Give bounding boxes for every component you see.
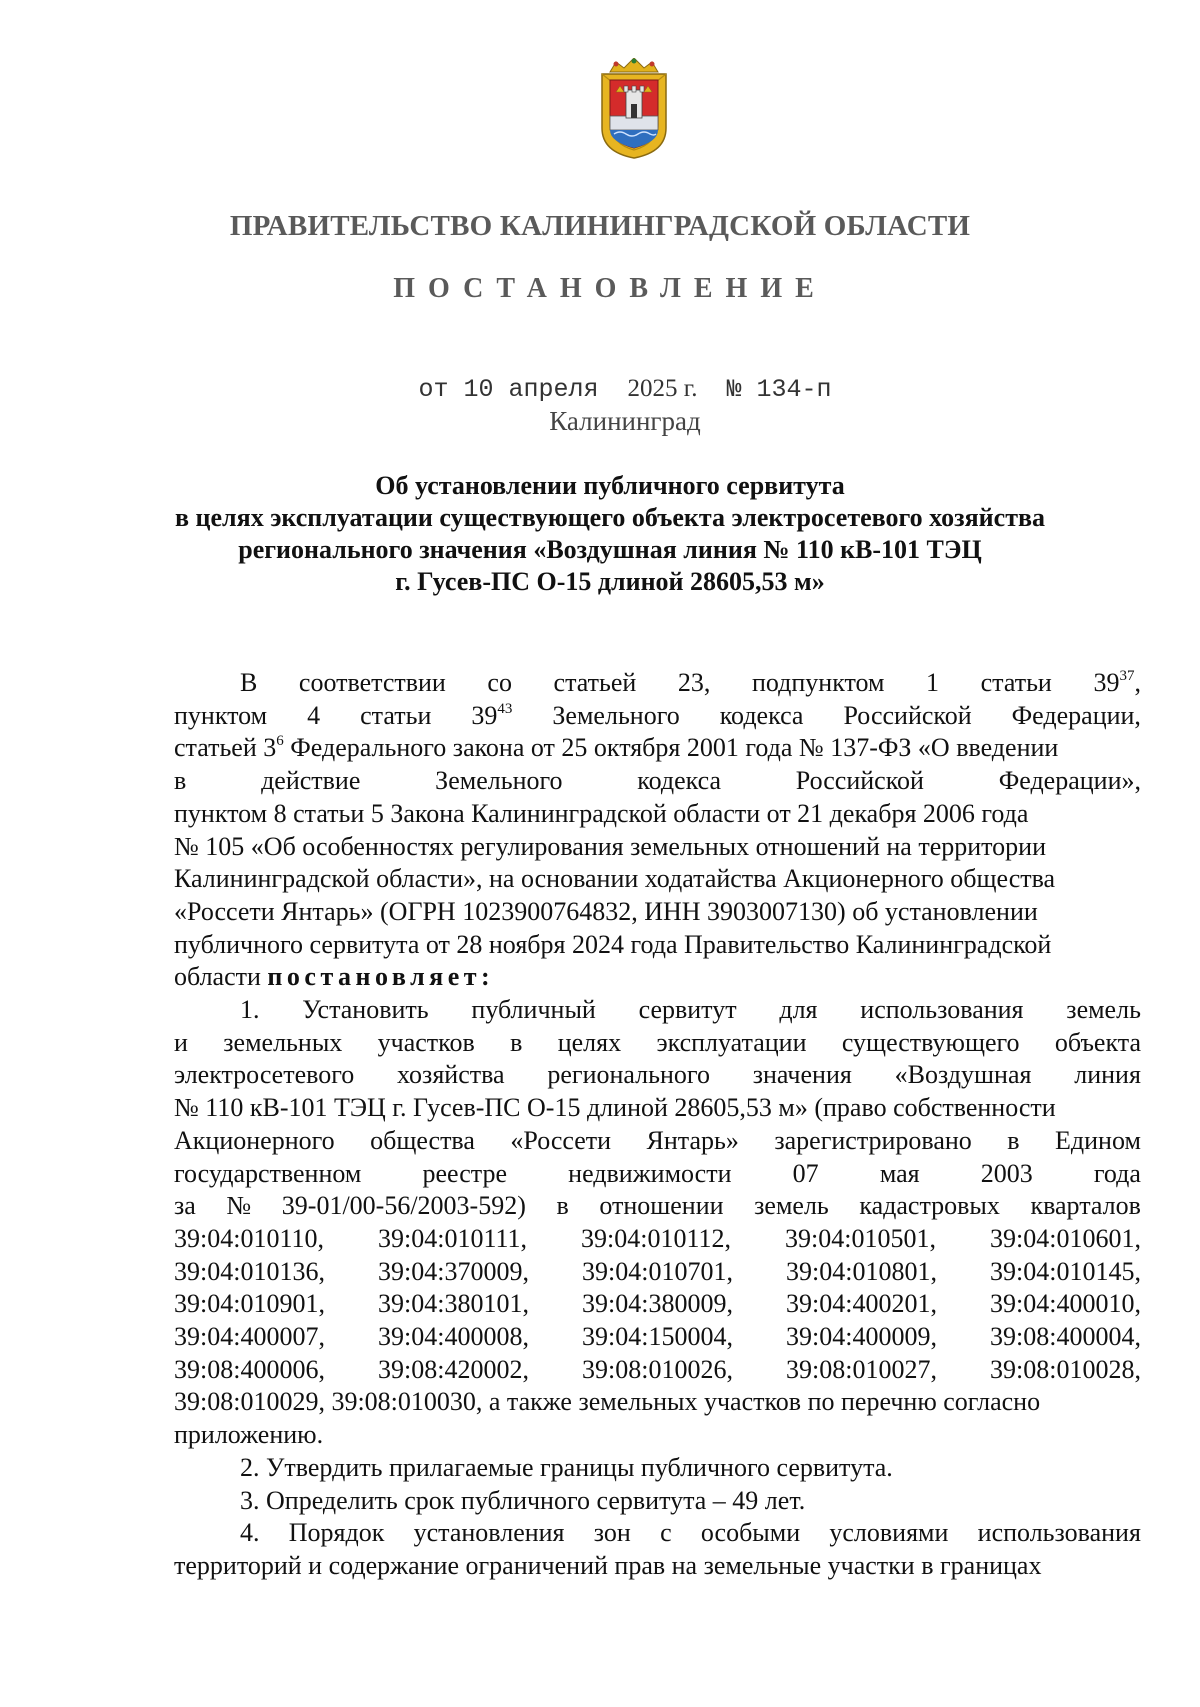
title-line-4: г. Гусев-ПС О-15 длиной 28605,53 м» [395, 567, 825, 596]
cadastral-quarter: 39:04:400009, [786, 1322, 937, 1352]
text-fragment: условиями [829, 1518, 949, 1548]
preamble-line-6: № 105 «Об особенностях регулирования земельных отношений на территории [174, 831, 1047, 861]
cadastral-quarters-row [174, 1321, 1141, 1354]
document-title [150, 470, 1070, 598]
text-fragment: кодекса [719, 700, 804, 730]
text-fragment: В [240, 668, 258, 697]
text-fragment: пунктом [174, 700, 268, 730]
text-fragment: 1 [926, 668, 940, 697]
text-fragment: 39 [471, 700, 498, 730]
text-fragment: статьи [980, 668, 1052, 697]
title-line-1: Об установлении публичного сервитута [375, 471, 845, 500]
item2: 2. Утвердить прилагаемые границы публичного сервитута. [240, 1452, 893, 1482]
text-fragment: общества [370, 1125, 475, 1155]
text-fragment: № [226, 1191, 252, 1221]
cadastral-quarter: 39:08:010027, [786, 1354, 937, 1384]
text-fragment: регионального [547, 1060, 710, 1090]
text-fragment: статьи [360, 700, 432, 730]
cadastral-quarter: 39:04:010112, [581, 1223, 732, 1253]
coat-of-arms-emblem [596, 58, 672, 160]
cadastral-quarter: 39:04:400010, [990, 1289, 1141, 1319]
text-fragment: кварталов [1030, 1191, 1141, 1221]
cadastral-quarter: 39:08:010026, [582, 1354, 733, 1384]
text-fragment: Порядок [288, 1518, 385, 1548]
date-year: 2025 г. [627, 375, 698, 402]
text-fragment: реестре [422, 1158, 508, 1188]
text-fragment: в [174, 766, 187, 796]
cadastral-quarter: 39:04:380009, [582, 1289, 733, 1319]
text-fragment: Установить [302, 995, 429, 1025]
text-fragment: мая [879, 1158, 920, 1188]
cadastral-quarters-row [174, 1256, 1141, 1289]
text-fragment: публичный [471, 995, 596, 1025]
cadastral-quarters-row [174, 1223, 1141, 1256]
text-fragment: существующего [841, 1027, 1020, 1057]
preamble-line-10 [174, 961, 1141, 994]
item1-line-4: № 110 кВ-101 ТЭЦ г. Гусев-ПС О-15 длиной 28605,53 м» (право собственности [174, 1093, 1056, 1123]
superscript: 6 [276, 733, 284, 750]
cadastral-quarter: 39:04:010801, [786, 1256, 937, 1286]
text-fragment: 1. [240, 995, 260, 1025]
text-fragment: государственном [174, 1158, 362, 1188]
text-fragment: 2003 [980, 1158, 1033, 1188]
text-fragment: использования [860, 995, 1024, 1025]
text-fragment: земельных [223, 1027, 343, 1057]
cadastral-quarter: 39:08:400004, [990, 1322, 1141, 1352]
text-fragment: года [1093, 1158, 1141, 1188]
text-fragment: Российской [843, 700, 972, 730]
preamble-line-1 [174, 667, 1141, 700]
text-fragment: подпунктом [751, 668, 885, 697]
cadastral-quarter: 39:04:010701, [582, 1256, 733, 1286]
preamble-line-4 [174, 765, 1141, 798]
text-fragment: линия [1074, 1060, 1141, 1090]
item1-line-13: 39:08:010029, 39:08:010030, а также земельных участков по перечню согласно [174, 1387, 1041, 1417]
item1-line-6 [174, 1158, 1141, 1191]
cadastral-quarter: 39:04:400007, [174, 1322, 325, 1352]
text-fragment: Акционерного [174, 1125, 335, 1155]
text-fragment: за [174, 1191, 196, 1221]
text-fragment [1093, 667, 1141, 700]
text-fragment: сервитут [638, 995, 737, 1025]
text-fragment: 4. [240, 1518, 260, 1548]
text-fragment: «Воздушная [894, 1060, 1032, 1090]
text-fragment: Федерации, [1011, 700, 1141, 730]
cadastral-quarters-row [174, 1288, 1141, 1321]
text-fragment: целях [557, 1027, 622, 1057]
text-fragment: использования [977, 1518, 1141, 1548]
date-prefix: от [418, 375, 449, 404]
cadastral-quarter: 39:04:010110, [174, 1223, 324, 1253]
cadastral-quarter: 39:04:010601, [990, 1223, 1141, 1253]
text-fragment: в [510, 1027, 523, 1057]
item4-line-2: территорий и содержание ограничений прав на земельные участки в границах [174, 1550, 1042, 1580]
text-fragment [471, 700, 512, 733]
cadastral-quarter: 39:04:380101, [378, 1289, 529, 1319]
text-fragment: Земельного [435, 766, 563, 796]
cadastral-quarter: 39:04:010136, [174, 1256, 325, 1286]
cadastral-quarter: 39:04:010501, [785, 1223, 936, 1253]
text-fragment: кадастровых [859, 1191, 1000, 1221]
superscript: 37 [1119, 668, 1135, 684]
text-fragment: Земельного [552, 700, 680, 730]
text-fragment: участков [377, 1027, 475, 1057]
cadastral-quarter: 39:08:400006, [174, 1354, 325, 1384]
preamble-line-9: публичного сервитута от 28 ноября 2024 года Правительство Калининградской [174, 929, 1052, 959]
item3: 3. Определить срок публичного сервитута – 49 лет. [240, 1485, 806, 1515]
title-line-2: в целях эксплуатации существующего объекта электросетевого хозяйства [174, 503, 1046, 532]
title-line-3: регионального значения «Воздушная линия № 110 кВ-101 ТЭЦ [238, 535, 982, 564]
document-body [174, 667, 1141, 1583]
text-fragment: электросетевого [174, 1060, 355, 1090]
cadastral-quarter: 39:04:400201, [786, 1289, 937, 1319]
text-fragment: действие [261, 766, 361, 796]
text-fragment: с [660, 1518, 672, 1548]
item1-line-1 [174, 994, 1141, 1027]
cadastral-quarter: 39:04:150004, [582, 1322, 733, 1352]
preamble-line-7: Калининградской области», на основании ходатайства Акционерного общества [174, 864, 1056, 894]
cadastral-quarter: 39:04:010901, [174, 1289, 325, 1319]
text-fragment: земель [754, 1191, 829, 1221]
preamble-line-2 [174, 700, 1141, 733]
resolves-keyword: постановляет: [267, 962, 495, 992]
preamble-line-3 [174, 732, 1141, 765]
text-fragment: Янтарь» [646, 1125, 739, 1155]
document-type: ПОСТАНОВЛЕНИЕ [393, 273, 827, 304]
item1-line-14: приложению. [174, 1420, 324, 1450]
text-fragment: Федерального закона от 25 октября 2001 года № 137-ФЗ «О введении [283, 733, 1059, 763]
text-fragment: соответствии [298, 668, 446, 697]
text-fragment: , [1134, 668, 1141, 697]
text-fragment: хозяйства [397, 1060, 505, 1090]
text-fragment: значения [752, 1060, 852, 1090]
text-fragment: зон [593, 1518, 631, 1548]
text-fragment: со [487, 668, 512, 697]
text-fragment: 23, [677, 668, 711, 697]
text-fragment: Едином [1055, 1125, 1141, 1155]
text-fragment: зарегистрировано [774, 1125, 972, 1155]
date-day-month: 10 апреля [463, 375, 599, 404]
document-number: № 134-п [726, 375, 832, 404]
cadastral-quarter: 39:08:010028, [990, 1354, 1141, 1384]
text-fragment: статьей [553, 668, 637, 697]
text-fragment: в [556, 1191, 569, 1221]
text-fragment: 39 [1093, 668, 1120, 697]
item1-line-7 [174, 1190, 1141, 1223]
item4-line-1 [174, 1517, 1141, 1550]
text-fragment: особыми [700, 1518, 801, 1548]
item1-line-3 [174, 1059, 1141, 1092]
item1-line-2 [174, 1027, 1141, 1060]
cadastral-quarter: 39:08:420002, [378, 1354, 529, 1384]
text-fragment: Федерации», [998, 766, 1141, 796]
item1-line-5 [174, 1125, 1141, 1158]
text-fragment: эксплуатации [656, 1027, 807, 1057]
text-fragment: отношении [599, 1191, 724, 1221]
text-fragment: «Россети [510, 1125, 612, 1155]
text-fragment: статьей 3 [174, 733, 277, 763]
text-fragment: Российской [795, 766, 924, 796]
cadastral-quarter: 39:04:370009, [378, 1256, 529, 1286]
text-fragment: области [174, 962, 268, 992]
text-fragment: объекта [1054, 1027, 1141, 1057]
text-fragment: в [1007, 1125, 1020, 1155]
text-fragment: установления [413, 1518, 565, 1548]
text-fragment: и [174, 1027, 188, 1057]
text-fragment: кодекса [637, 766, 721, 796]
text-fragment: 39-01/00-56/2003-592) [281, 1191, 526, 1221]
preamble-line-8: «Россети Янтарь» (ОГРН 1023900764832, ИНН 3903007130) об установлении [174, 896, 1038, 926]
cadastral-quarter: 39:04:010111, [378, 1223, 528, 1253]
date-number-line [0, 375, 1200, 404]
preamble-line-5: пунктом 8 статьи 5 Закона Калининградской области от 21 декабря 2006 года [174, 798, 1029, 828]
cadastral-quarters-row [174, 1354, 1141, 1387]
government-name: ПРАВИТЕЛЬСТВО КАЛИНИНГРАДСКОЙ ОБЛАСТИ [229, 210, 971, 242]
text-fragment: для [779, 995, 818, 1025]
cadastral-quarter: 39:04:010145, [990, 1256, 1141, 1286]
cadastral-quarter: 39:04:400008, [378, 1322, 529, 1352]
text-fragment: недвижимости [568, 1158, 732, 1188]
text-fragment: 07 [792, 1158, 819, 1188]
superscript: 43 [497, 700, 513, 717]
text-fragment: 4 [307, 700, 321, 730]
city-name: Калининград [549, 406, 701, 436]
text-fragment: земель [1066, 995, 1141, 1025]
